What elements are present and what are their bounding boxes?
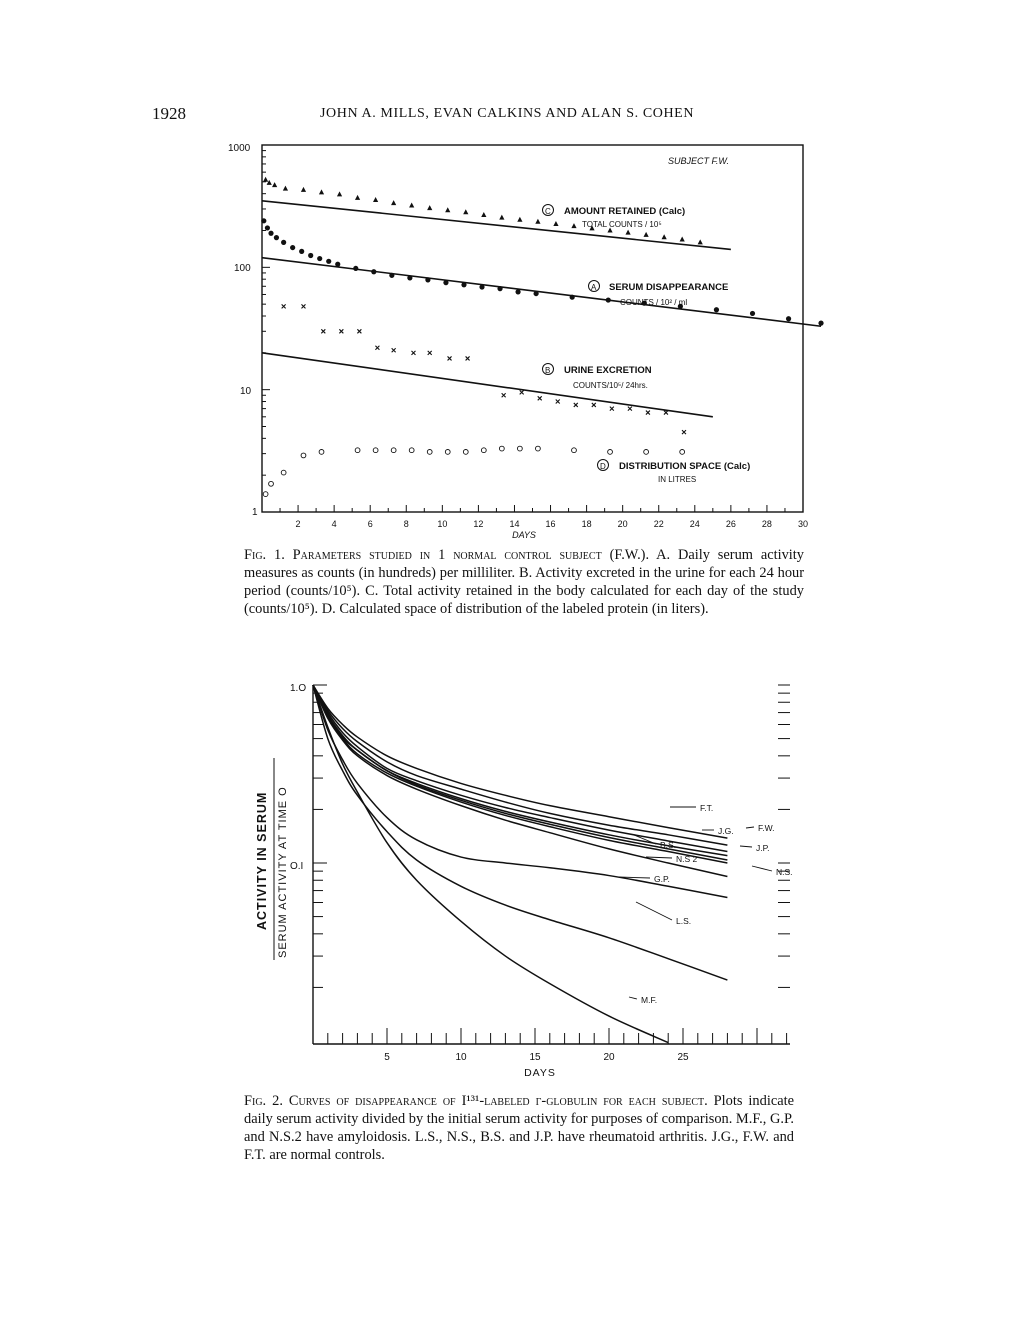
fig1-ytick-1: 1	[252, 507, 258, 518]
curve-label-j-g-: J.G.	[718, 826, 734, 836]
fig1-ytick-100: 100	[234, 263, 251, 274]
fig1-xtick-label: 22	[653, 519, 664, 529]
fig1-xlabel: DAYS	[512, 530, 536, 540]
curve-m-f-	[313, 685, 668, 1043]
series-a-letter: A	[591, 283, 597, 292]
fig2-xtick-label: 5	[384, 1052, 390, 1063]
curve-label-f-t-: F.T.	[700, 803, 714, 813]
curve-g-p-	[313, 685, 727, 897]
fig2-ylabel-bottom: SERUM ACTIVITY AT TIME O	[277, 786, 289, 958]
figure-2-caption	[244, 1092, 794, 1164]
series-b-letter: B	[545, 366, 551, 375]
curve-n-s-	[313, 685, 727, 863]
series-d-letter: D	[600, 462, 606, 471]
leader-m-f-	[629, 997, 637, 999]
curve-label-l-s-: L.S.	[676, 916, 692, 926]
fig2-xtick-label: 20	[603, 1052, 615, 1063]
series-c-label: AMOUNT RETAINED (Calc)	[564, 206, 686, 217]
leader-n-s-	[752, 866, 772, 871]
figure-2-caption-body: Plots indicate daily serum activity divided by the initial serum activity for purposes of comparison. M.F., G.P. and N.S.2 have amyloidosis. L.S., N.S., B.S. and J.P. have rheumatoid arthritis. J.G., F.W. and F.T. are normal controls.	[244, 1093, 794, 1163]
fig1-xtick-label: 30	[797, 519, 809, 529]
fig2-ylabel-top: ACTIVITY IN SERUM	[255, 791, 269, 930]
curve-label-j-p-: J.P.	[756, 843, 770, 853]
figure-1-caption-body: (F.W.). A. Daily serum activity measures as counts (in hundreds) per milliliter. B. Activity excreted in the urine for each 24 hour period (counts/10⁵). C. Total activity retained in the body calculated for each day of the study (counts/10⁵). D. Calculated space of distribution of the labeled protein (in liters).	[244, 547, 804, 617]
fig1-xtick-label: 6	[367, 519, 373, 529]
fig1-xtick-label: 14	[509, 519, 520, 529]
curve-label-n-s-2: N.S 2	[676, 854, 698, 864]
fig2-xtick-label: 10	[455, 1052, 467, 1063]
curve-j-p-	[313, 685, 727, 856]
series-c-units: TOTAL COUNTS / 10⁵	[582, 220, 662, 229]
figure-2-caption-lead: Fig. 2. Curves of disappearance of I¹³¹-labeled γ-globulin for each subject.	[244, 1093, 708, 1109]
fig2-xtick-label: 25	[677, 1052, 689, 1063]
fig1-subject-label: SUBJECT F.W.	[668, 156, 730, 166]
curve-label-m-f-: M.F.	[641, 995, 658, 1005]
curve-label-b-s-: B.S.	[660, 840, 677, 850]
leader-f-w-	[746, 827, 754, 828]
fig1-ytick-10: 10	[240, 386, 252, 397]
fig1-xtick-label: 2	[295, 519, 301, 529]
figure-1-caption-lead: Fig. 1. Parameters studied in 1 normal control subject	[244, 547, 602, 563]
fig1-xtick-label: 24	[689, 519, 700, 529]
series-b-units: COUNTS/10⁵/ 24hrs.	[573, 381, 648, 390]
fig2-xtick-label: 15	[529, 1052, 541, 1063]
fig1-xtick-label: 20	[617, 519, 628, 529]
series-a-units: COUNTS / 10² / ml	[620, 298, 688, 307]
series-b-label: URINE EXCRETION	[564, 365, 652, 376]
series-d-units: IN LITRES	[658, 475, 697, 484]
leader-j-p-	[740, 846, 752, 847]
curve-label-g-p-: G.P.	[654, 874, 670, 884]
running-head: JOHN A. MILLS, EVAN CALKINS AND ALAN S. COHEN	[320, 106, 695, 121]
fig1-xtick-label: 18	[581, 519, 592, 529]
curve-l-s-	[313, 685, 727, 980]
leader-n-s-2	[646, 857, 672, 858]
fig1-xtick-label: 8	[403, 519, 409, 529]
fig2-ytick-0.1: O.I	[290, 861, 304, 872]
fig1-xtick-label: 26	[725, 519, 736, 529]
leader-l-s-	[636, 902, 672, 920]
page-number: 1928	[152, 104, 186, 123]
fig2-xlabel: DAYS	[524, 1067, 556, 1079]
curve-f-w-	[313, 685, 727, 845]
fig1-ytick-1000: 1000	[228, 143, 251, 154]
series-c-letter: C	[545, 207, 551, 216]
curve-label-f-w-: F.W.	[758, 823, 775, 833]
series-a-label: SERUM DISAPPEARANCE	[609, 282, 729, 293]
fig1-xtick-label: 4	[331, 519, 337, 529]
fig2-ytick-1: 1.O	[290, 683, 307, 694]
curve-label-n-s-: N.S.	[776, 867, 793, 877]
fig1-xtick-label: 10	[437, 519, 448, 529]
fig1-xtick-label: 12	[473, 519, 484, 529]
fig1-xtick-label: 28	[761, 519, 772, 529]
series-d-label: DISTRIBUTION SPACE (Calc)	[619, 461, 751, 472]
fig1-xtick-label: 16	[545, 519, 556, 529]
